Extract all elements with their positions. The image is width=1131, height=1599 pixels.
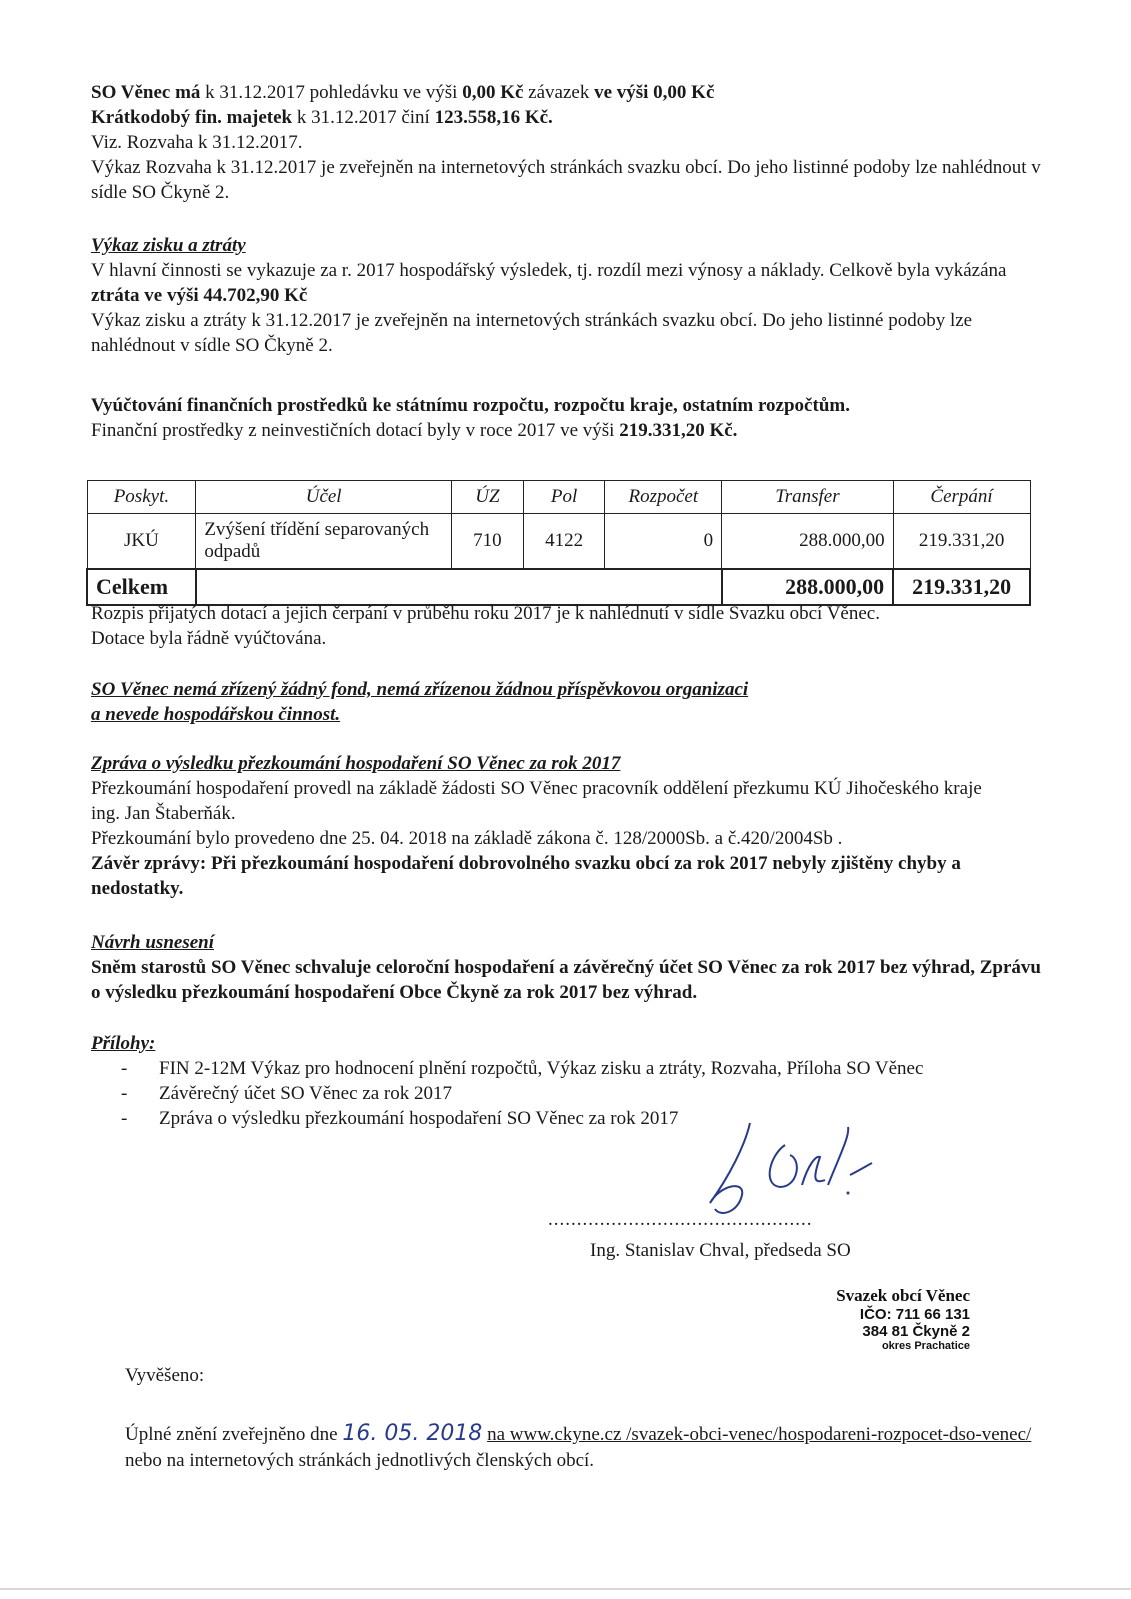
- signature-line: ..............................................: [548, 1209, 813, 1230]
- stamp-ico: IČO: 711 66 131: [859, 1306, 970, 1323]
- settlement-value: 219.331,20 Kč.: [619, 420, 738, 441]
- header-provider: Poskyt.: [87, 481, 196, 514]
- profit-loss-section: [91, 233, 1051, 358]
- posted-label: Vyvěšeno:: [125, 1365, 205, 1386]
- website-link[interactable]: na www.ckyne.cz /svazek-obci-venec/hospodareni-rozpocet-dso-venec/: [487, 1424, 1032, 1445]
- total-spent: 219.331,20: [893, 569, 1030, 605]
- table-row: [87, 514, 1030, 570]
- publication-prefix: Úplné znění zveřejněno dne: [125, 1424, 343, 1445]
- liability-text: závazek: [523, 82, 595, 103]
- stamp-district: okres Prachatice: [881, 1340, 970, 1352]
- stamp-address: 384 81 Čkyně 2: [862, 1323, 970, 1340]
- header-uz: ÚZ: [452, 481, 524, 514]
- list-item: - Zpráva o výsledku přezkoumání hospodaření SO Věnec za rok 2017: [91, 1106, 1051, 1131]
- publication-note: [125, 1421, 1055, 1474]
- cell-spent: 219.331,20: [893, 514, 1030, 570]
- header-spent: Čerpání: [893, 481, 1030, 514]
- review-section: [91, 751, 1051, 901]
- grants-breakdown-note: Rozpis přijatých dotací a jejich čerpání v průběhu roku 2017 je k nahlédnutí v sídle Svazku obcí Věnec.: [91, 603, 880, 624]
- total-transfer: 288.000,00: [722, 569, 893, 605]
- review-date: Přezkoumání bylo provedeno dne 25. 04. 2018 na základě zákona č. 128/2000Sb. a č.420/2004Sb .: [91, 828, 843, 849]
- list-item: - Závěrečný účet SO Věnec za rok 2017: [91, 1081, 1051, 1106]
- signatory-name: Ing. Stanislav Chval, předseda SO: [590, 1240, 851, 1261]
- profit-loss-heading: Výkaz zisku a ztráty: [91, 235, 246, 256]
- profit-loss-text: V hlavní činnosti se vykazuje za r. 2017 hospodářský výsledek, tj. rozdíl mezi výnosy a náklady. Celkově byla vykázána: [91, 260, 1007, 281]
- cell-purpose: Zvýšení třídění separovaných odpadů: [196, 514, 452, 570]
- after-table-text: [91, 601, 1051, 651]
- balance-reference: Viz. Rozvaha k 31.12.2017.: [91, 132, 303, 153]
- no-fund-statement: [91, 677, 1051, 727]
- grants-settled-note: Dotace byla řádně vyúčtována.: [91, 628, 327, 649]
- table-header-row: [87, 481, 1030, 514]
- short-term-assets-label: Krátkodobý fin. majetek: [91, 107, 293, 128]
- grants-table: [86, 480, 1031, 606]
- attachments-heading: Přílohy:: [91, 1033, 156, 1054]
- settlement-section: [91, 393, 1051, 443]
- no-fund-line2: a nevede hospodářskou činnost.: [91, 704, 341, 725]
- total-label: Celkem: [87, 569, 196, 605]
- organization-stamp: [760, 1286, 970, 1352]
- org-name: SO Věnec má: [91, 82, 201, 103]
- table-total-row: [87, 569, 1030, 605]
- header-budget: Rozpočet: [605, 481, 722, 514]
- cell-transfer: 288.000,00: [722, 514, 893, 570]
- scan-edge: [0, 1588, 1131, 1590]
- period: .: [548, 107, 553, 128]
- balance-paragraph: [91, 80, 1051, 205]
- loss-value: ztráta ve výši 44.702,90 Kč: [91, 285, 308, 306]
- list-item: - FIN 2-12M Výkaz pro hodnocení plnění rozpočtů, Výkaz zisku a ztráty, Rozvaha, Příloha SO Věnec: [91, 1056, 1051, 1081]
- publication-suffix: nebo na internetových stránkách jednotlivých členských obcí.: [125, 1450, 595, 1471]
- resolution-section: [91, 930, 1051, 1005]
- handwritten-date: 16. 05. 2018: [342, 1421, 483, 1446]
- no-fund-line1: SO Věnec nemá zřízený žádný fond, nemá zřízenou žádnou příspěvkovou organizaci: [91, 679, 749, 700]
- stamp-name: Svazek obcí Věnec: [836, 1286, 970, 1305]
- attachments-list: [91, 1056, 1051, 1131]
- profit-loss-publication: Výkaz zisku a ztráty k 31.12.2017 je zveřejněn na internetových stránkách svazku obcí. Do jeho listinné podoby lze nahlédnout v sídle SO Čkyně 2.: [91, 310, 973, 356]
- cell-provider: JKÚ: [87, 514, 196, 570]
- attachments-section: [91, 1031, 1051, 1131]
- short-term-assets-text: k 31.12.2017 činí: [292, 107, 435, 128]
- liability-value: ve výši 0,00 Kč: [594, 82, 715, 103]
- review-conclusion: Závěr zprávy: Při přezkoumání hospodaření dobrovolného svazku obcí za rok 2017 nebyly zjištěny chyby a nedostatky.: [91, 853, 961, 899]
- cell-uz: 710: [452, 514, 524, 570]
- resolution-heading: Návrh usnesení: [91, 932, 214, 953]
- short-term-assets-value: 123.558,16 Kč: [434, 107, 549, 128]
- header-purpose: Účel: [196, 481, 452, 514]
- review-text: Přezkoumání hospodaření provedl na základě žádosti SO Věnec pracovník oddělení přezkumu KÚ Jihočeského kraje ing. Jan Štaberňák.: [91, 778, 982, 824]
- cell-budget: 0: [605, 514, 722, 570]
- review-heading: Zpráva o výsledku přezkoumání hospodaření SO Věnec za rok 2017: [91, 753, 621, 774]
- settlement-text: Finanční prostředky z neinvestičních dotací byly v roce 2017 ve výši: [91, 420, 620, 441]
- resolution-text: Sněm starostů SO Věnec schvaluje celoroční hospodaření a závěrečný účet SO Věnec za rok 2017 bez výhrad, Zprávu o výsledku přezkoumání hospodaření Obce Čkyně za rok 2017 bez výhrad.: [91, 957, 1041, 1003]
- header-pol: Pol: [523, 481, 605, 514]
- settlement-heading: Vyúčtování finančních prostředků ke státnímu rozpočtu, rozpočtu kraje, ostatním rozpočtům.: [91, 395, 850, 416]
- receivable-text: k 31.12.2017 pohledávku ve výši: [200, 82, 463, 103]
- cell-pol: 4122: [523, 514, 605, 570]
- receivable-value: 0,00 Kč: [462, 82, 524, 103]
- balance-publication: Výkaz Rozvaha k 31.12.2017 je zveřejněn na internetových stránkách svazku obcí. Do jeho listinné podoby lze nahlédnout v sídle SO Čkyně 2.: [91, 157, 1041, 203]
- total-empty: [196, 569, 722, 605]
- header-transfer: Transfer: [722, 481, 893, 514]
